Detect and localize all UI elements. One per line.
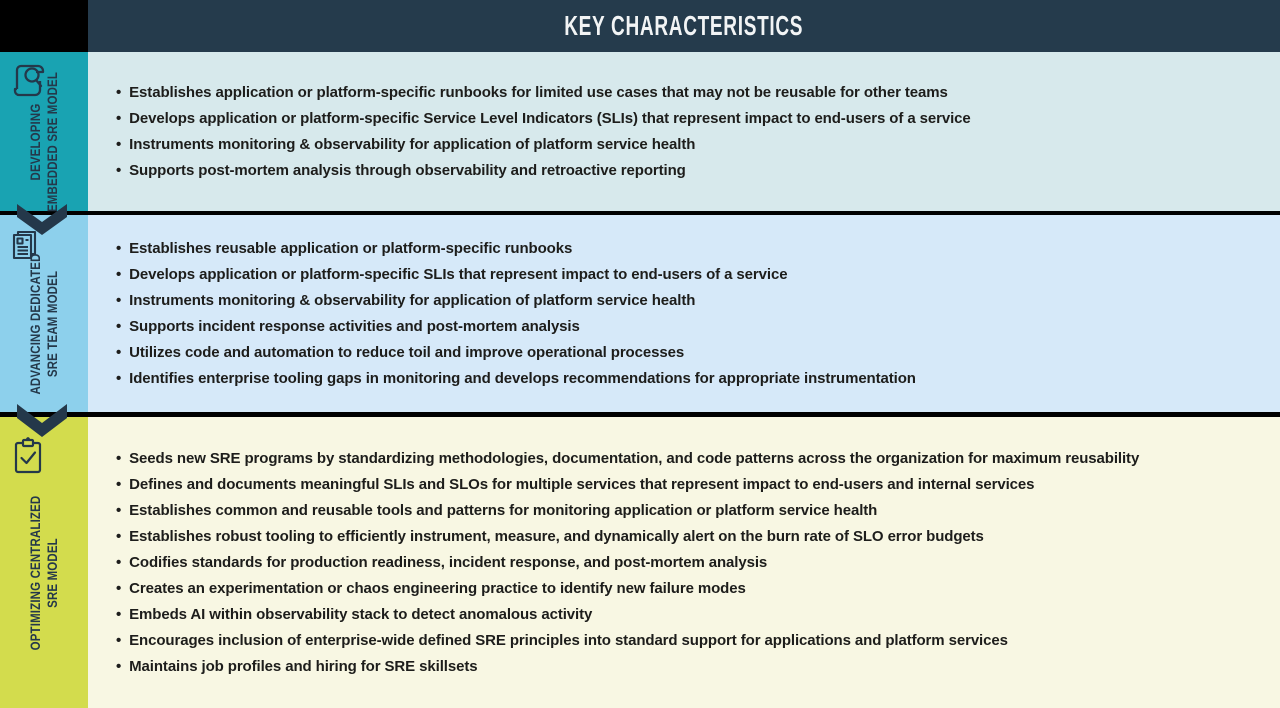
sidebar-label-line2: SRE TEAM MODEL — [44, 270, 60, 377]
bullet-item: • Establishes application or platform-specific runbooks for limited use cases that may not be reusable for other teams — [116, 80, 971, 106]
row-advancing-dedicated — [0, 215, 1280, 412]
bullet-item: • Seeds new SRE programs by standardizing methodologies, documentation, and code patterns across the organization for maximum reusability — [116, 446, 1139, 472]
sidebar-optimizing-centralized — [0, 417, 88, 708]
bullet-item: • Establishes robust tooling to efficiently instrument, measure, and dynamically alert on the burn rate of SLO error budgets — [116, 524, 1139, 550]
header — [0, 0, 1280, 52]
sidebar-label-developing-embedded — [27, 56, 61, 227]
page-title: KEY CHARACTERISTICS — [564, 10, 804, 41]
sidebar-label-line2: EMBEDDED SRE MODEL — [44, 71, 60, 212]
bullet-item: • Utilizes code and automation to reduce toil and improve operational processes — [116, 340, 916, 366]
bullet-item: • Encourages inclusion of enterprise-wide defined SRE principles into standard support for applications and platform services — [116, 628, 1139, 654]
content-developing-embedded — [88, 52, 1280, 211]
bullet-item: • Develops application or platform-specific Service Level Indicators (SLIs) that represent impact to end-users of a service — [116, 106, 971, 132]
bullet-item: • Creates an experimentation or chaos engineering practice to identify new failure modes — [116, 576, 1139, 602]
sidebar-developing-embedded — [0, 52, 88, 211]
sidebar-advancing-dedicated — [0, 215, 88, 412]
bullet-item: • Instruments monitoring & observability for application of platform service health — [116, 132, 971, 158]
sidebar-label-line1: OPTIMIZING CENTRALIZED — [27, 495, 43, 650]
content-advancing-dedicated — [88, 215, 1280, 412]
bullet-item: • Identifies enterprise tooling gaps in monitoring and develops recommendations for appropriate instrumentation — [116, 366, 916, 392]
bullet-item: • Maintains job profiles and hiring for SRE skillsets — [116, 654, 1139, 680]
chevron-down-icon — [17, 204, 67, 235]
header-title-bar — [88, 0, 1280, 52]
bullet-list-developing-embedded — [88, 80, 981, 184]
bullet-item: • Defines and documents meaningful SLIs and SLOs for multiple services that represent impact to end-users and internal services — [116, 472, 1139, 498]
bullet-item: • Supports post-mortem analysis through observability and retroactive reporting — [116, 158, 971, 184]
header-corner-block — [0, 0, 88, 52]
bullet-item: • Establishes reusable application or platform-specific runbooks — [116, 236, 916, 262]
sidebar-label-optimizing-centralized — [27, 478, 61, 667]
row-developing-embedded — [0, 52, 1280, 211]
bullet-list-advancing-dedicated — [88, 236, 926, 392]
bullet-item: • Codifies standards for production readiness, incident response, and post-mortem analysis — [116, 550, 1139, 576]
bullet-item: • Establishes common and reusable tools and patterns for monitoring application or platform service health — [116, 498, 1139, 524]
bullet-item: • Instruments monitoring & observability for application of platform service health — [116, 288, 916, 314]
bullet-item: • Supports incident response activities and post-mortem analysis — [116, 314, 916, 340]
bullet-list-optimizing-centralized — [88, 446, 1149, 680]
sidebar-label-line2: SRE MODEL — [44, 537, 60, 608]
chevron-down-icon — [17, 404, 67, 437]
sidebar-label-line1: DEVELOPING — [27, 103, 43, 180]
sidebar-label-line1: ADVANCING DEDICATED — [27, 252, 43, 395]
sidebar-label-advancing-dedicated — [27, 237, 61, 409]
bullet-item: • Develops application or platform-specific SLIs that represent impact to end-users of a service — [116, 262, 916, 288]
row-optimizing-centralized — [0, 417, 1280, 708]
content-optimizing-centralized — [88, 417, 1280, 708]
bullet-item: • Embeds AI within observability stack to detect anomalous activity — [116, 602, 1139, 628]
clipboard-check-icon — [8, 434, 48, 478]
